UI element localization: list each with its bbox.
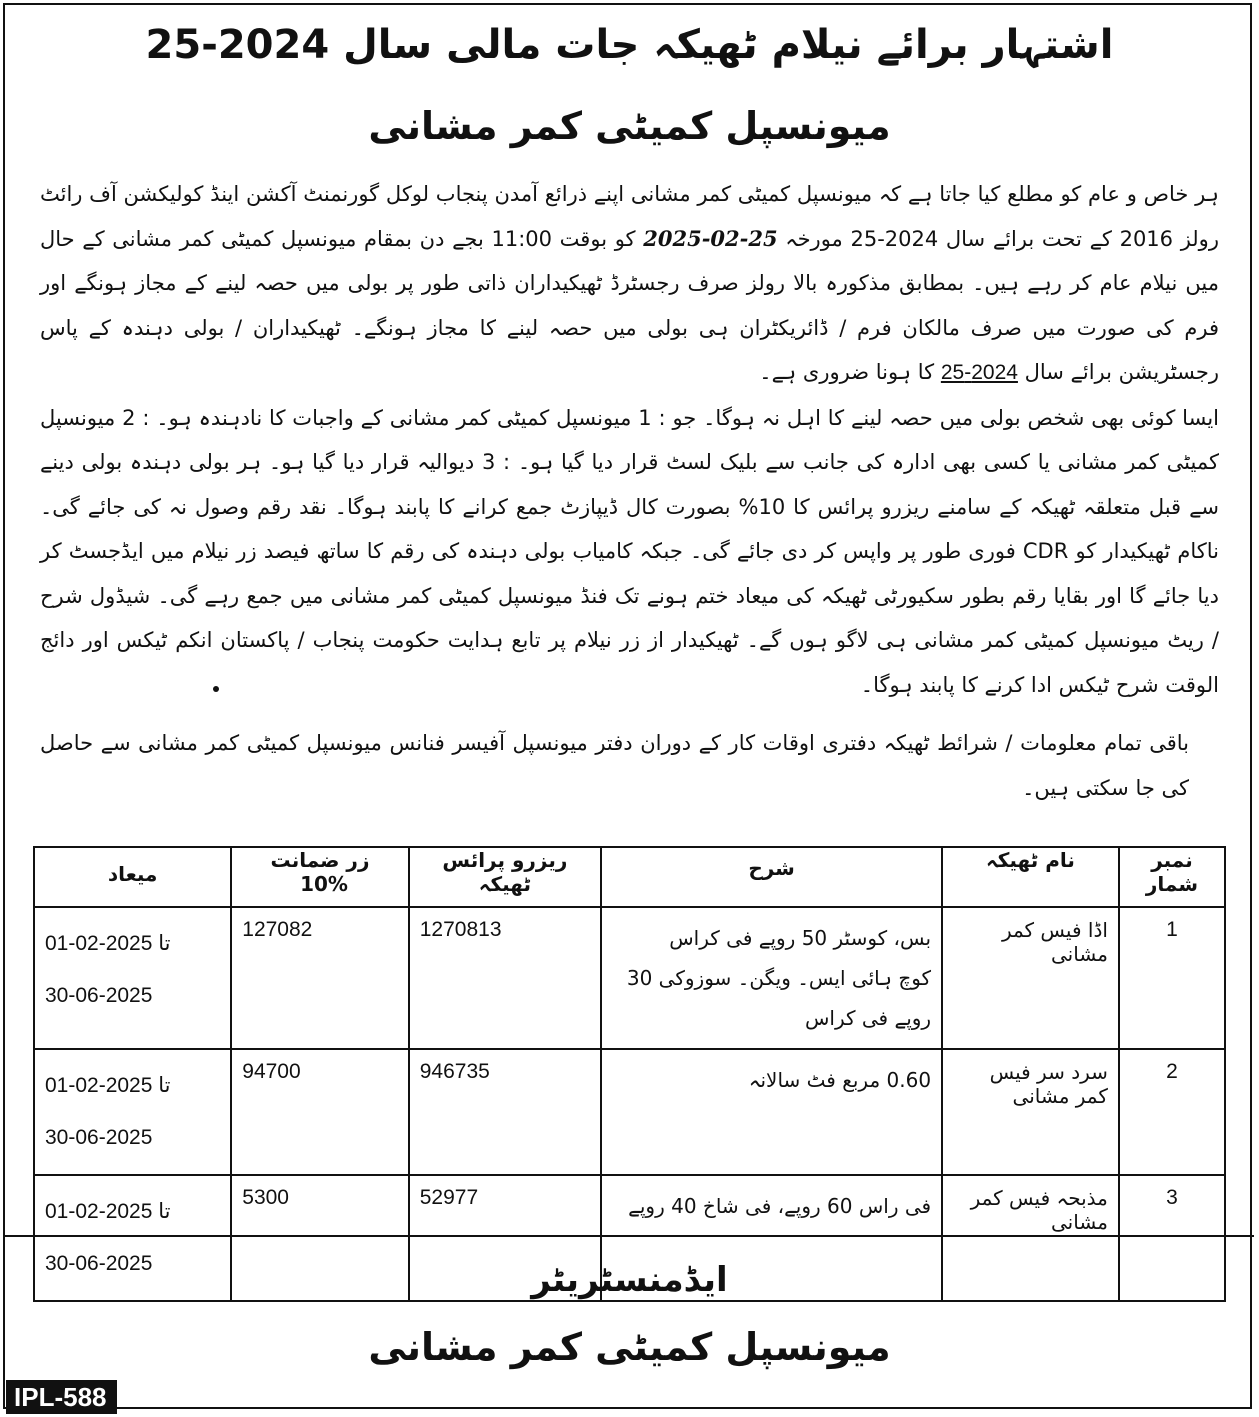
divider (3, 1235, 1254, 1237)
row-security: 127082 (231, 907, 408, 1049)
header-security-percent: 10% (300, 872, 348, 896)
paragraph-closing: باقی تمام معلومات / شرائط ٹھیکہ دفتری اوقات کار کے دوران دفتر میونسپل آفیسر فنانس میونسپل کمیٹی کمر مشانی سے حاصل کی جا سکتی ہیں۔ (40, 731, 1189, 800)
row-name: مذبحہ فیس کمر مشانی (942, 1175, 1119, 1301)
header-name: نام ٹھیکہ (942, 847, 1119, 907)
row-description-line: فی راس 60 روپے، فی شاخ 40 روپے (628, 1194, 932, 1218)
notice-subtitle: میونسپل کمیٹی کمر مشانی (368, 104, 891, 148)
row-period-to: 30-06-2025 (45, 1252, 153, 1275)
row-description (601, 1049, 942, 1175)
ad-code-badge: IPL-588 (6, 1380, 117, 1414)
row-serial: 1 (1119, 907, 1225, 1049)
row-period-to: 30-06-2025 (45, 984, 153, 1007)
row-period-to: 30-06-2025 (45, 1126, 153, 1149)
paragraph-text: کو بوقت 11:00 بجے دن بمقام میونسپل کمیٹی کمر مشانی کے حال میں نیلام عام کر رہے ہیں۔ بمطابق مذکورہ بالا رولز صرف رجسٹرڈ ٹھیکیداران ذاتی طور پر بولی میں حصہ لینے کے مجاز ہونگے اور فرم کی صورت میں صرف مالکان فرم / ڈائریکٹران ہی بولی میں حصہ لینے کا مجاز ہونگے۔ ٹھیکیداران / بولی دہندہ کے پاس رجسٹریشن برائے سال (40, 226, 1219, 384)
row-period-from: 01-02-2025 تا (45, 932, 171, 955)
signatory-office: میونسپل کمیٹی کمر مشانی (368, 1325, 891, 1369)
paragraph-terms (40, 172, 1219, 396)
row-serial: 2 (1119, 1049, 1225, 1175)
row-name: اڈا فیس کمر مشانی (942, 907, 1119, 1049)
table-header-row (34, 847, 1225, 907)
header-reserve-price: ریزرو پرائس ٹھیکہ (409, 847, 601, 907)
row-reserve-price: 946735 (409, 1049, 601, 1175)
paragraph-text: ہر خاص و عام کو مطلع کیا جاتا ہے کہ میونسپل کمیٹی کمر مشانی اپنے ذرائع آمدن پنجاب لوکل گورنمنٹ آکشن اینڈ کولیکشن آف رائٹ رولز 2016 کے تحت برائے سال 2024-25 مورخہ (40, 182, 1219, 251)
print-speck (213, 686, 219, 692)
row-security: 5300 (231, 1175, 408, 1301)
header-serial: نمبر شمار (1119, 847, 1225, 907)
header-period: میعاد (34, 847, 231, 907)
auction-date: 25-02-2025 (643, 225, 778, 251)
table-row (34, 907, 1225, 1049)
row-description-line: 0.60 مربع فٹ سالانہ (748, 1068, 932, 1092)
table-row (34, 1049, 1225, 1175)
row-description (601, 907, 942, 1049)
notice-title: اشتہار برائے نیلام ٹھیکہ جات مالی سال 2024-25 (145, 22, 1114, 68)
row-security: 94700 (231, 1049, 408, 1175)
row-description-line: بس، کوسٹر 50 روپے فی کراس (669, 926, 932, 950)
header-description: شرح (601, 847, 942, 907)
header-security-label: زر ضمانت (270, 848, 370, 872)
paragraph-text: کا ہونا ضروری ہے۔ (759, 360, 935, 384)
notice-body (40, 172, 1219, 810)
row-serial: 3 (1119, 1175, 1225, 1301)
row-period-from: 01-02-2025 تا (45, 1074, 171, 1097)
row-period (34, 1049, 231, 1175)
signatory-role: ایڈمنسٹریٹر (531, 1260, 728, 1300)
row-period (34, 907, 231, 1049)
contracts-table (33, 846, 1226, 1302)
row-description-line: کوچ ہائی ایس۔ ویگن۔ سوزوکی 30 روپے فی کراس (626, 966, 932, 1030)
registration-year: 2024-25 (940, 361, 1018, 384)
paragraph-eligibility: ایسا کوئی بھی شخص بولی میں حصہ لینے کا اہل نہ ہوگا۔ جو : 1 میونسپل کمیٹی کمر مشانی کے واجبات کا نادہندہ ہو۔ : 2 میونسپل کمیٹی کمر مشانی یا کسی بھی ادارہ کی جانب سے بلیک لسٹ قرار دیا گیا ہو۔ : 3 دیوالیہ قرار دیا گیا ہو۔ ہر بولی دہندہ بولی دینے سے قبل متعلقہ ٹھیکہ کے سامنے ریزرو پرائس کا 10% بصورت کال ڈیپازٹ جمع کرانے کا پابند ہوگا۔ نقد رقم وصول نہ کی جائے گی۔ ناکام ٹھیکیدار کو CDR فوری طور پر واپس کر دی جائے گی۔ جبکہ کامیاب بولی دہندہ کی رقم کا ساتھ فیصد زر نیلام میں ایڈجسٹ کر دیا جائے گا اور بقایا رقم بطور سکیورٹی ٹھیکہ کی میعاد ختم ہونے تک فنڈ میونسپل کمیٹی کمر مشانی میں جمع رہے گی۔ شیڈول شرح / ریٹ میونسپل کمیٹی کمر مشانی ہی لاگو ہوں گے۔ ٹھیکیدار از زر نیلام پر تابع ہدایت حکومت پنجاب / پاکستان انکم ٹیکس اور دائج الوقت شرح ٹیکس ادا کرنے کا پابند ہوگا۔ (40, 405, 1219, 697)
row-reserve-price: 1270813 (409, 907, 601, 1049)
row-name: سرد سر فیس کمر مشانی (942, 1049, 1119, 1175)
row-period-from: 01-02-2025 تا (45, 1200, 171, 1223)
header-security (231, 847, 408, 907)
row-reserve-price: 52977 (409, 1175, 601, 1301)
